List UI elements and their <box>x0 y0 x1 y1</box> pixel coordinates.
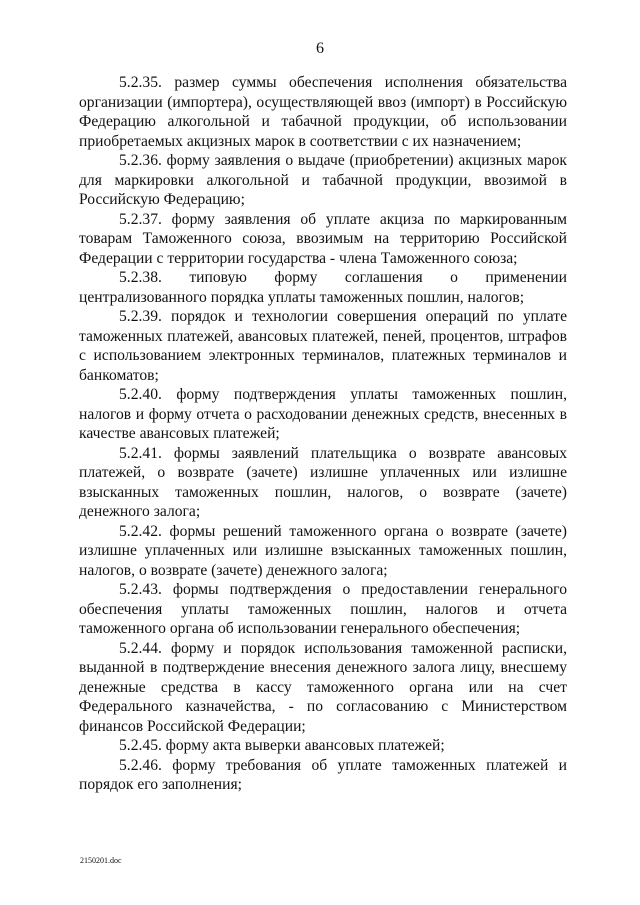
paragraph-5-2-37: 5.2.37. форму заявления об уплате акциза по маркированным товарам Таможенного союза, ввозимым на территорию Российской Федерации с территории государства - члена Таможенного союза; <box>79 210 567 267</box>
paragraph-5-2-45: 5.2.45. форму акта выверки авансовых платежей; <box>119 737 445 754</box>
paragraph-5-2-43: 5.2.43. формы подтверждения о предоставлении генерального обеспечения уплаты таможенных пошлин, налогов и отчета таможенного органа об использовании генерального обеспечения; <box>79 581 567 637</box>
page-number: 6 <box>316 40 324 57</box>
paragraph-5-2-36: 5.2.36. форму заявления о выдаче (приобретении) акцизных марок для маркировки алкогольной и табачной продукции, ввозимой в Российскую Федерацию; <box>79 152 567 208</box>
document-body <box>79 73 567 795</box>
paragraph-5-2-39: 5.2.39. порядок и технологии совершения операций по уплате таможенных платежей, авансовых платежей, пеней, процентов, штрафов с использованием электронных терминалов, платежных терминалов и банкоматов; <box>79 308 567 384</box>
paragraph-5-2-41: 5.2.41. формы заявлений плательщика о возврате авансовых платежей, о возврате (зачете) излишне уплаченных или излишне взысканных таможенных пошлин, налогов, о возврате (зачете) денежного залога; <box>79 444 567 520</box>
paragraph-5-2-42: 5.2.42. формы решений таможенного органа о возврате (зачете) излишне уплаченных или излишне взысканных таможенных пошлин, налогов, о возврате (зачете) денежного залога; <box>79 522 567 579</box>
file-name-footer: 2150201.doc <box>80 856 122 865</box>
paragraph-5-2-38: 5.2.38. типовую форму соглашения о применении централизованного порядка уплаты таможенных пошлин, налогов; <box>79 269 567 306</box>
paragraph-5-2-44: 5.2.44. форму и порядок использования таможенной расписки, выданной в подтверждение внесения денежного залога лицу, внесшему денежные средства в кассу таможенного органа или на счет Федерального казначейства, - по согласованию с Министерством финансов Российской Федерации; <box>79 639 567 735</box>
paragraph-5-2-35: 5.2.35. размер суммы обеспечения исполнения обязательства организации (импортера), осуществляющей ввоз (импорт) в Российскую Федерацию алкогольной и табачной продукции, об использовании приобретаемых акцизных марок в соответствии с их назначением; <box>79 74 567 150</box>
paragraph-5-2-40: 5.2.40. форму подтверждения уплаты таможенных пошлин, налогов и форму отчета о расходовании денежных средств, внесенных в качестве авансовых платежей; <box>79 386 567 442</box>
paragraph-5-2-46: 5.2.46. форму требования об уплате таможенных платежей и порядок его заполнения; <box>79 756 567 793</box>
